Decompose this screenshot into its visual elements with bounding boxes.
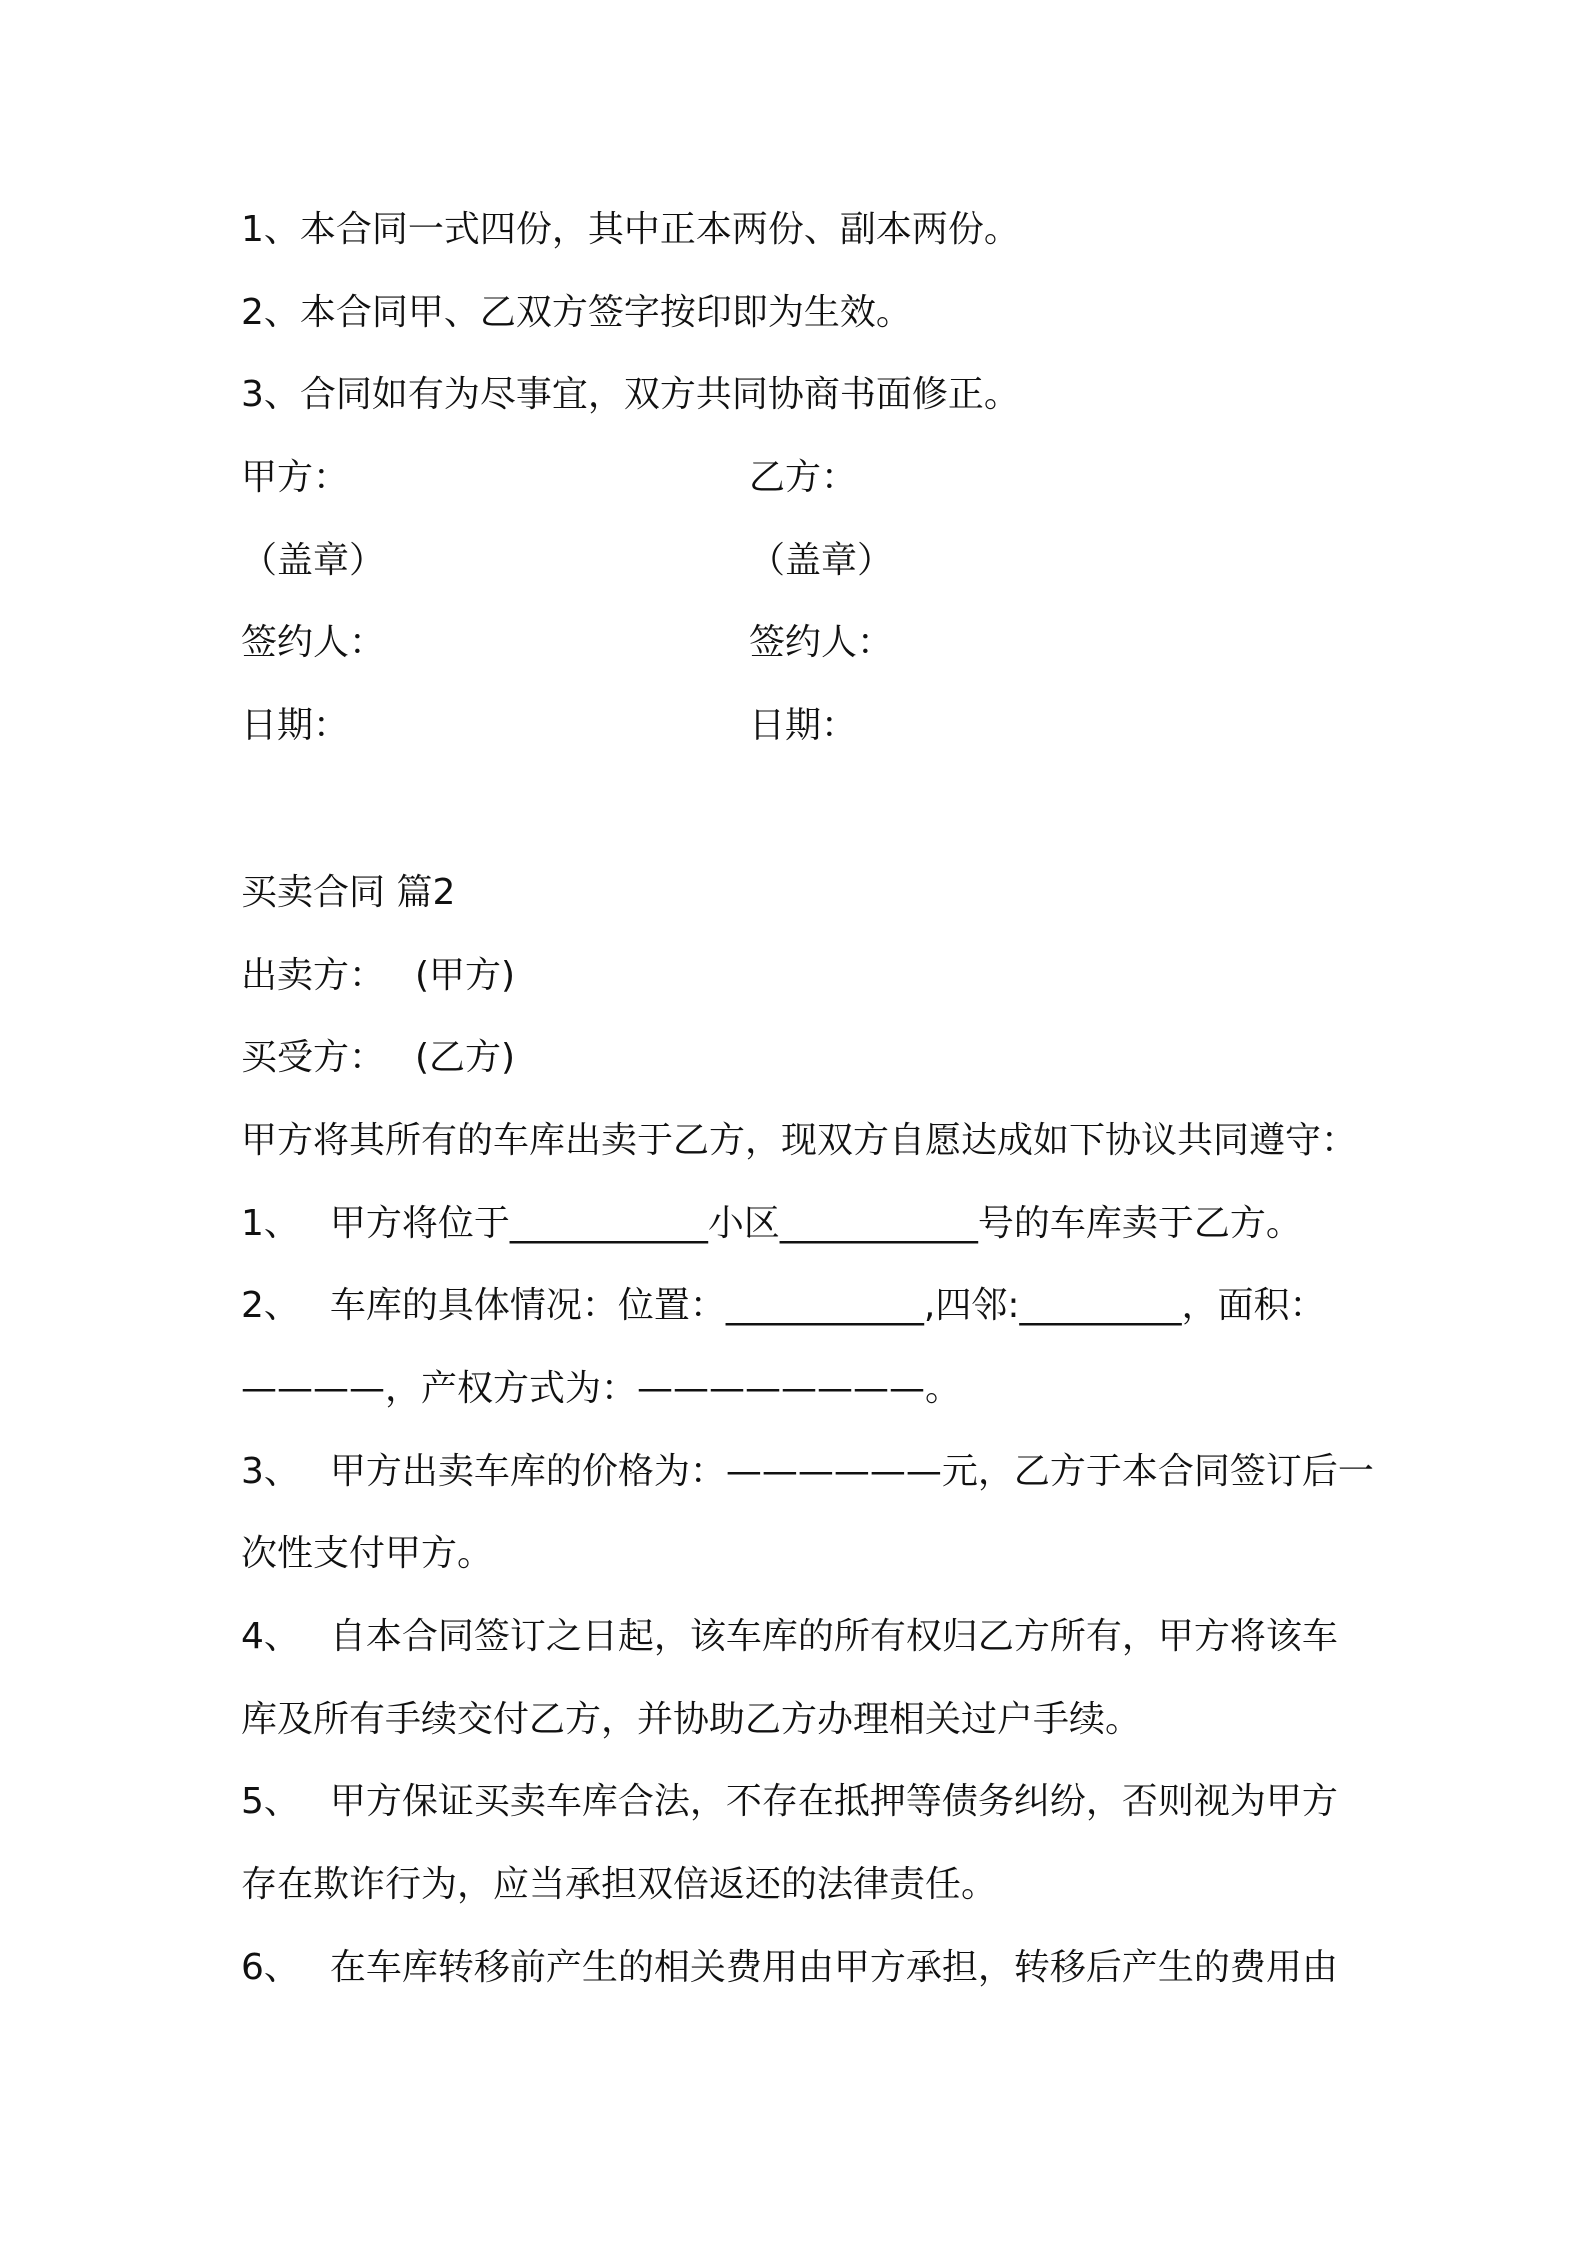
seller-value: (甲方) [415, 955, 516, 996]
clause-2-text: 车库的具体情况：位置：___________,四邻:_________，面积： [329, 1285, 1326, 1326]
clause-6 [241, 1944, 1338, 1992]
clause-4-text: 自本合同签订之日起，该车库的所有权归乙方所有，甲方将该车 [329, 1616, 1338, 1657]
term-3: 3、合同如有为尽事宜，双方共同协商书面修正。 [241, 374, 1020, 415]
party-b-label: 乙方： [749, 457, 858, 498]
clause-4-number: 4、 [241, 1616, 300, 1657]
clause-5 [241, 1778, 1338, 1826]
clause-3-text: 甲方出卖车库的价格为：——————元，乙方于本合同签订后一 [329, 1451, 1374, 1492]
clause-1-text: 甲方将位于___________小区___________号的车库卖于乙方。 [329, 1203, 1302, 1244]
clause-2-continuation: ————，产权方式为：————————。 [241, 1368, 962, 1409]
clause-1 [241, 1200, 1302, 1248]
clause-1-number: 1、 [241, 1203, 300, 1244]
clause-2-number: 2、 [241, 1285, 300, 1326]
clause-3-continuation: 次性支付甲方。 [241, 1533, 494, 1574]
term-1: 1、本合同一式四份，其中正本两份、副本两份。 [241, 209, 1020, 250]
party-b-seal: （盖章） [749, 540, 894, 581]
clause-6-number: 6、 [241, 1947, 300, 1988]
clause-2 [241, 1282, 1325, 1330]
buyer-label: 买受方： [241, 1037, 386, 1078]
clause-5-number: 5、 [241, 1781, 300, 1822]
clause-5-text: 甲方保证买卖车库合法，不存在抵押等债务纠纷，否则视为甲方 [329, 1781, 1338, 1822]
clause-5-continuation: 存在欺诈行为，应当承担双倍返还的法律责任。 [241, 1864, 998, 1905]
party-a-signer: 签约人： [241, 622, 386, 663]
clause-3-number: 3、 [241, 1451, 300, 1492]
clause-6-text: 在车库转移前产生的相关费用由甲方承担，转移后产生的费用由 [329, 1947, 1338, 1988]
buyer-value: (乙方) [415, 1037, 516, 1078]
party-b-date: 日期： [749, 705, 858, 746]
party-b-signer: 签约人： [749, 622, 894, 663]
clause-4 [241, 1613, 1338, 1661]
seller-line [241, 952, 515, 1000]
intro-text: 甲方将其所有的车库出卖于乙方，现双方自愿达成如下协议共同遵守： [241, 1120, 1358, 1161]
clause-4-continuation: 库及所有手续交付乙方，并协助乙方办理相关过户手续。 [241, 1699, 1142, 1740]
term-2: 2、本合同甲、乙双方签字按印即为生效。 [241, 292, 912, 333]
buyer-line [241, 1034, 515, 1082]
party-a-date: 日期： [241, 705, 350, 746]
clause-3 [241, 1448, 1374, 1496]
party-a-label: 甲方： [241, 457, 350, 498]
seller-label: 出卖方： [241, 955, 386, 996]
section-title: 买卖合同 篇2 [241, 872, 456, 913]
party-a-seal: （盖章） [241, 540, 386, 581]
